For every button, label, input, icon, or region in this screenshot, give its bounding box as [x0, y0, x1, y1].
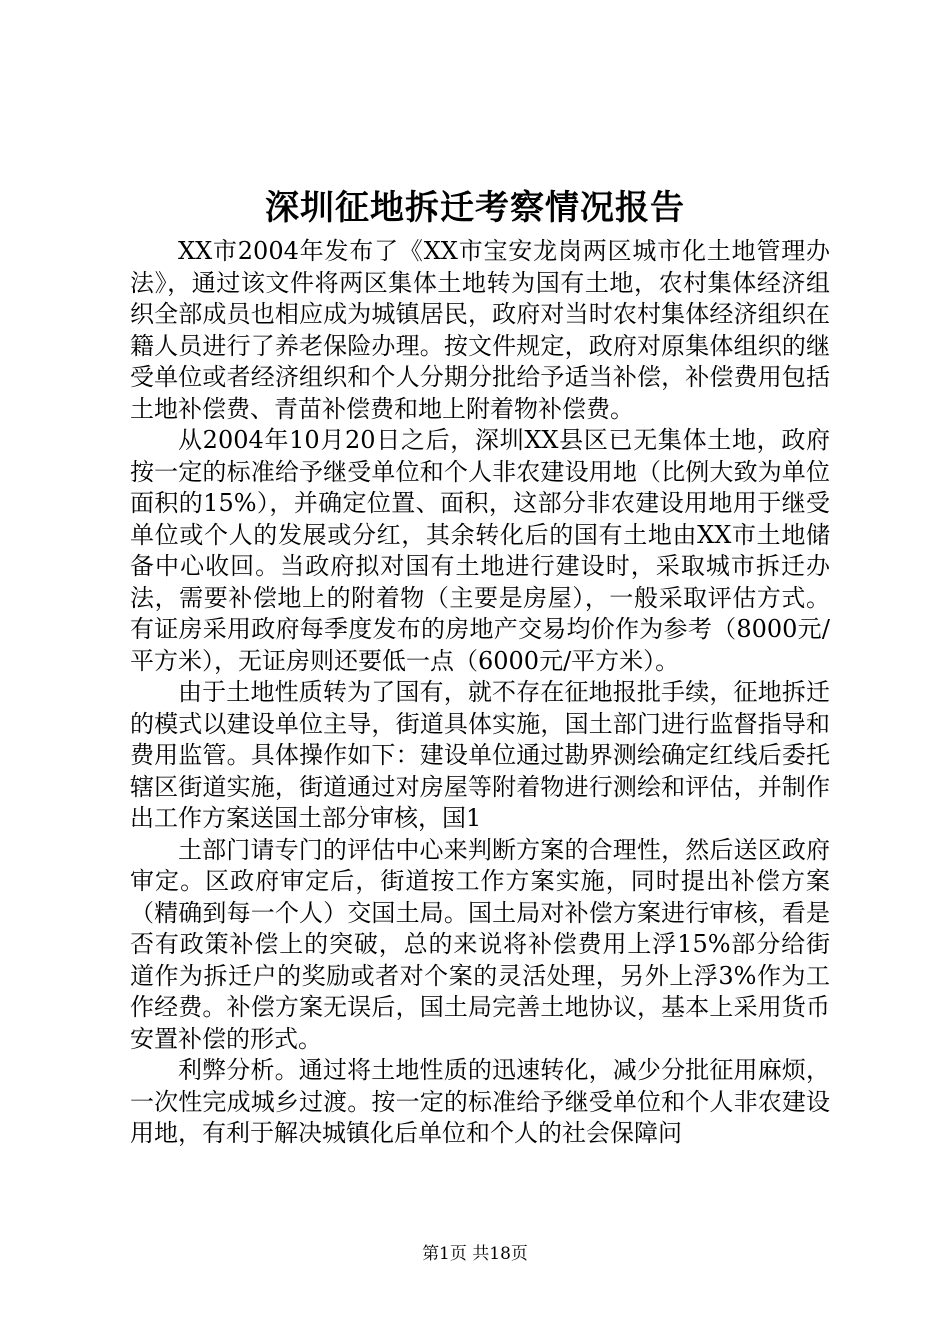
paragraph: 由于土地性质转为了国有，就不存在征地报批手续，征地拆迁的模式以建设单位主导，街道具体实施，国土部门进行监督指导和费用监管。具体操作如下：建设单位通过勘界测绘确定红线后委托辖区街道实施，街道通过对房屋等附着物进行测绘和评估，并制作出工作方案送国土部分审核，国1	[130, 678, 830, 832]
paragraph: XX市2004年发布了《XX市宝安龙岗两区城市化土地管理办法》，通过该文件将两区集体土地转为国有土地，农村集体经济组织全部成员也相应成为城镇居民，政府对当时农村集体经济组织在籍人员进行了养老保险办理。按文件规定，政府对原集体组织的继受单位或者经济组织和个人分期分批给予适当补偿，补偿费用包括土地补偿费、青苗补偿费和地上附着物补偿费。	[130, 237, 830, 423]
paragraph: 土部门请专门的评估中心来判断方案的合理性，然后送区政府审定。区政府审定后，街道按工作方案实施，同时提出补偿方案（精确到每一个人）交国土局。国土局对补偿方案进行审核，看是否有政策补偿上的突破，总的来说将补偿费用上浮15%部分给街道作为拆迁户的奖励或者对个案的灵活处理，另外上浮3%作为工作经费。补偿方案无误后，国土局完善土地协议，基本上采用货币安置补偿的形式。	[130, 835, 830, 1053]
page-number-footer: 第1页 共18页	[422, 1244, 528, 1264]
document-body	[130, 236, 830, 1150]
document-title: 深圳征地拆迁考察情况报告	[265, 188, 685, 228]
paragraph: 从2004年10月20日之后，深圳XX县区已无集体土地，政府按一定的标准给予继受单位和个人非农建设用地（比例大致为单位面积的15%），并确定位置、面积，这部分非农建设用地用于继受单位或个人的发展或分红，其余转化后的国有土地由XX市土地储备中心收回。当政府拟对国有土地进行建设时，采取城市拆迁办法，需要补偿地上的附着物（主要是房屋），一般采取评估方式。有证房采用政府每季度发布的房地产交易均价作为参考（8000元/平方米），无证房则还要低一点（6000元/平方米）。	[130, 426, 830, 675]
paragraph: 利弊分析。通过将土地性质的迅速转化，减少分批征用麻烦，一次性完成城乡过渡。按一定的标准给予继受单位和个人非农建设用地，有利于解决城镇化后单位和个人的社会保障问	[130, 1056, 830, 1147]
